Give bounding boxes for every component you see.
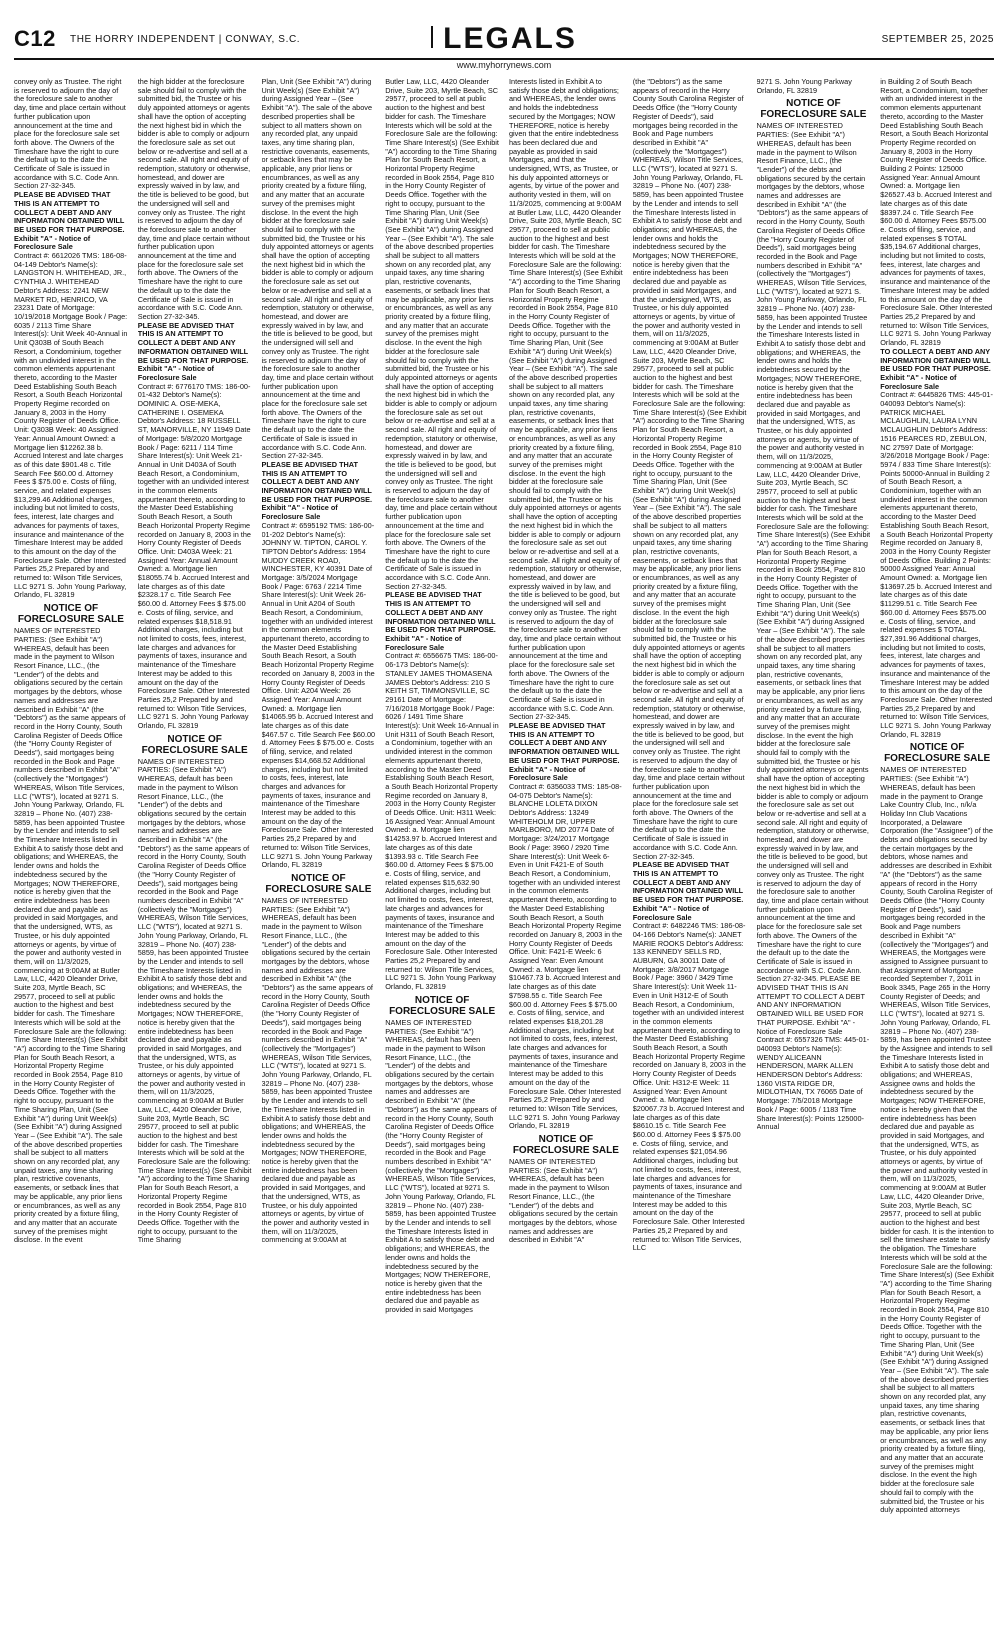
section-title-text: LEGALS [443,22,577,55]
exhibit-heading: Exhibit "A" - Notice of Foreclosure Sale [880,372,957,391]
debt-notice: PLEASE BE ADVISED THAT THIS IS AN ATTEMPT TO COLLECT A DEBT AND ANY INFORMATION OBTAINED WILL BE USED FOR THAT PURPOSE. [137,320,249,365]
issue-date: SEPTEMBER 25, 2025 [881,34,994,45]
notice-heading: NOTICE OF FORECLOSURE SALE [141,733,248,756]
column-5 [509,78,623,1618]
notice-body: NAMES OF INTERESTED PARTIES: (See Exhibit "A") WHEREAS, default has been made in the payment to Wilson Resort Finance, LLC., (the "Lender") of the debts and obligations secured by the certain mortgages by the debtors, whose names and addresses are described in Exhibit "A" (the "Debtors") as the same appears of record in the Horry County, South Carolina Register of Deeds Office (the "Horry County Register of Deeds"), said mortgages being recorded in the Book and Page numbers described in Exhibit "A" (collectively the "Mortgages") WHEREAS, Wilson Title Services, LLC ("WTS"), located at 9271 S. John Young Parkway, Orlando, FL 32819 – Phone No. (407) 238-5859, has been appointed Trustee by the Lender and intends to sell the Timeshare Interests listed in Exhibit A to satisfy those debt and obligations; and WHEREAS, the lender owns and holds the indebtedness secured by the Mortgages; NOW THEREFORE, notice is hereby given that the entire indebtedness has been declared due and payable as provided in said Mortgages, and that the undersigned, WTS, as Trustee, or his duly appointed attorneys or agents, by virtue of the power and authority vested in them, will on 11/3/2025, commencing at 9:00AM at [261,895,373,1245]
notice-heading: NOTICE OF FORECLOSURE SALE [17,603,124,626]
debt-notice: TO COLLECT A DEBT AND ANY INFORMATION OBTAINED WILL BE USED FOR THAT PURPOSE. [880,346,991,374]
column-text: convey only as Trustee. The right is reserved to adjourn the day of the foreclosure sale to another day, time and place certain without further publication upon announcement at the time and place for the foreclosure sale set forth above. The Owners of the Timeshare have the right to cure the default up to the date the Certificate of Sale is issued in accordance with S.C. Code Ann. Section 27-32-345. [14,78,126,191]
exhibit-heading: Exhibit "A" - Notice of Foreclosure Sale [137,364,214,382]
exhibit-details: Contract #: 6482246 TMS: 186-08-04-166 Debtor's Name(s): JANET MARIE ROOKS Debtor's Address: 133 KENNEDY SELLS RD, AUBURN, GA 30011 Date of Mortgage: 3/8/2017 Mortgage Book / Page: 3960 / 3429 Time Share Interest(s): Unit Week 11-Even in Unit H312-E of South Beach Resort, a Condominium, together with an undivided interest in the common elements appurtenant thereto, according to the Master Deed Establishing South Beach Resort, a South Beach Horizontal Property Regime recorded on January 8, 2003 in the Horry County Register of Deeds Office. Unit: H312-E Week: 11 Assigned Year: Even Amount Owned: a. Mortgage lien $20067.73 b. Accrued Interest and late charges as of this date $8610.15 c. Title Search Fee $60.00 d. Attorney Fees $ $75.00 e. Costs of filing, service, and related expenses $21,054.96 Additional charges, including but not limited to costs, fees, interest, late charges and advances for payments of taxes, insurance and maintenance of the Timeshare Interest may be added to this amount on the day of the Foreclosure Sale. Other Interested Parties 25,2 Prepared by and returned to: Wilson Title Services, LLC [632,921,746,1253]
exhibit-heading: Exhibit "A" - Notice of Foreclosure Sale [261,503,338,522]
column-text: in Building 2 of South Beach Resort, a Condominium, together with an undivided interest in the common elements appurtenant thereto, according to the Master Deed Establishing South Beach Resort, a South Beach Horizontal Property Regime recorded on January 8, 2003 in the Horry County Register of Deeds Office. Building 2 Points: 125000 Assigned Year: Annual Amount Owned: a. Mortgage lien $26527.43 b. Accrued Interest and late charges as of this date $8397.24 c. Title Search Fee $60.00 d. Attorney Fees $575.00 e. Costs of filing, service, and related expenses $ TOTAL $35,194.67 Additional charges, including but not limited to costs, fees, interest, late charges and advances for payments of taxes, insurance and maintenance of the Timeshare Interest may be added to this amount on the day of the Foreclosure Sale. Other Interested Parties 25,2 Prepared by and returned to: Wilson Title Services, LLC 9271 S. John Young Parkway Orlando, FL 32819 [880,78,993,348]
section-title [14,22,994,56]
notice-body: NAMES OF INTERESTED PARTIES: (See Exhibit "A") WHEREAS, default has been made in the payment to Orange Lake Country Club, Inc., n/k/a Holiday Inn Club Vacations Incorporated, a Delaware Corporation (the "Assignee") of the debts and obligations secured by the certain mortgages by the debtors, whose names and addresses are described in Exhibit "A" (the "Debtors") as the same appears of record in the Horry County, South Carolina Register of Deeds Office (the "Horry County Register of Deeds"), said mortgages being recorded in the Book and Page numbers described in Exhibit "A" (collectively the "Mortgages") and WHEREAS, the Mortgages were assigned to Assignee pursuant to that Assignment of Mortgage recorded September 7, 2011 in Book 3345, Page 265 in the Horry County Register of Deeds; and WHEREAS, Wilson Title Services, LLC ("WTS"), located at 9271 S. John Young Parkway, Orlando, FL 32819 – Phone No. (407) 238-5859, has been appointed Trustee by the Assignee and intends to sell the Timeshare Interests listed in Exhibit A to satisfy those debt and obligations; and WHEREAS, Assignee owns and holds the indebtedness secured by the Mortgages; NOW THEREFORE, notice is hereby given that the entire indebtedness has been declared due and payable as provided in said Mortgages, and that the undersigned, WTS, as Trustee, or his duly appointed attorneys or agents, by virtue of the power and authority vested in them, will on 11/3/2025, commencing at 9:00AM at Butler Law, LLC, 4420 Oleander Drive, Suite 203, Myrtle Beach, SC 29577, proceed to sell at public auction to the highest and best bidder for cash. It is the intention to sell the timeshare estate to satisfy the obligation. The Timeshare Interests which will be sold at the Foreclosure Sale are the following: Time Share Interest(s) (See Exhibit "A") according to the Time Sharing Plan for South Beach Resort, a Horizontal Property Regime recorded in Book 2554, Page 810 in the Horry County Register of Deeds Office. Together with the right to occupy, pursuant to the Time Sharing Plan, Unit (See Exhibit "A") during Unit Week(s) (See Exhibit "A") during Assigned Year – (See Exhibit "A"). The sale of the above described properties shall be subject to all matters shown on any recorded plat, any unpaid taxes, any time sharing plan, restrictive covenants, easements, or setback lines that may be applicable, any prior liens or encumbrances, as well as any priority created by a fixture filing, and any matter that an accurate survey of the premises might disclose. In the event the high bidder at the foreclosure sale should fail to comply with the submitted bid, the Trustee or his duly appointed attorneys [880,765,994,1515]
column-6 [633,78,747,1618]
exhibit-details: Contract #: 6776170 TMS: 186-00-01-432 Debtor's Name(s): DOMINIC A. OSE-MEKA, CATHERINE I. OSEMEKA Debtor's Address: 18 RUSSELL ST, MANORVILLE, NY 11949 Date of Mortgage: 5/8/2020 Mortgage Book / Page: 6211 / 114 Time Share Interest(s): Unit Week 21-Annual in Unit D403A of South Beach Resort, a Condominium, together with an undivided interest in the common elements appurtenant thereto, according to the Master Deed Establishing South Beach Resort, a South Beach Horizontal Property Regime recorded on January 8, 2003 in the Horry County Register of Deeds Office. Unit: D403A Week: 21 Assigned Year: Annual Amount Owned: a. Mortgage lien $18055.74 b. Accrued Interest and late charges as of this date $2328.17 c. Title Search Fee $60.00 d. Attorney Fees $ $75.00 e. Costs of filing, service, and related expenses $18,518.91 Additional charges, including but not limited to costs, fees, interest, late charges and advances for payments of taxes, insurance and maintenance of the Timeshare Interest may be added to this amount on the day of the Foreclosure Sale. Other Interested Parties 25,2 Prepared by and returned to: Wilson Title Services, LLC 9271 S. John Young Parkway Orlando, FL 32819 [137,381,251,731]
website-url[interactable]: www.myhorrynews.com [456,60,552,70]
exhibit-details: Contract #: 6595192 TMS: 186-00-01-202 Debtor's Name(s): JOHNNY W. TIPTON, CAROL Y. TIPTON Debtor's Address: 1954 MUDDY CREEK ROAD, WINCHESTER, KY 40391 Date of Mortgage: 3/5/2024 Mortgage Book / Page: 6763 / 2214 Time Share Interest(s): Unit Week 26-Annual in Unit A204 of South Beach Resort, a Condominium, together with an undivided interest in the common elements appurtenant thereto, according to the Master Deed Establishing South Beach Resort, a South Beach Horizontal Property Regime recorded on January 8, 2003 in the Horry County Register of Deeds Office. Unit: A204 Week: 26 Assigned Year: Annual Amount Owned: a. Mortgage lien $14065.95 b. Accrued Interest and late charges as of this date $467.57 c. Title Search Fee $60.00 d. Attorney Fees $ $75.00 e. Costs of filing, service, and related expenses $14,668.52 Additional charges, including but not limited to costs, fees, interest, late charges and advances for payments of taxes, insurance and maintenance of the Timeshare Interest may be added to this amount on the day of the Foreclosure Sale. Other Interested Parties 25,2 Prepared by and returned to: Wilson Title Services, LLC 9271 S. John Young Parkway Orlando, FL 32819 [261,520,376,870]
masthead [14,22,994,60]
column-text: Interests listed in Exhibit A to satisfy those debt and obligations; and WHEREAS, the lender owns and holds the indebtedness secured by the Mortgages; NOW THEREFORE, notice is hereby given that the entire indebtedness has been declared due and payable as provided in said Mortgages, and that the undersigned, WTS, as Trustee, or his duly appointed attorneys or agents, by virtue of the power and authority vested in them, will on 11/3/2025, commencing at 9:00AM at Butler Law, LLC, 4420 Oleander Drive, Suite 203, Myrtle Beach, SC 29577, proceed to sell at public auction to the highest and best bidder for cash. The Timeshare Interests which will be sold at the Foreclosure Sale are the following: Time Share Interest(s) (See Exhibit "A") according to the Time Sharing Plan for South Beach Resort, a Horizontal Property Regime recorded in Book 2554, Page 810 in the Horry County Register of Deeds Office. Together with the right to occupy, pursuant to the Time Sharing Plan, Unit (See Exhibit "A") during Unit Week(s) (See Exhibit "A") during Assigned Year – (See Exhibit "A"). The sale of the above described properties shall be subject to all matters shown on any recorded plat, any unpaid taxes, any time sharing plan, restrictive covenants, easements, or setback lines that may be applicable, any prior liens or encumbrances, as well as any priority created by a fixture filing, and any matter that an accurate survey of the premises might disclose. In the event the high bidder at the foreclosure sale should fail to comply with the submitted bid, the Trustee or his duly appointed attorneys or agents shall have the option of accepting the next highest bid in which the bidder is able to comply or adjourn the foreclosure sale as set out below or re-advertise and sell at a second sale. All right and equity of redemption, statutory or otherwise, homestead, and dower are expressly waived in by law, and the title is believed to be good, but the undersigned will sell and convey only as Trustee. The right is reserved to adjourn the day of the foreclosure sale to another day, time and place certain without further publication upon announcement at the time and place for the foreclosure sale set forth above. The Owners of the Timeshare have the right to cure the default up to the date the Certificate of Sale is issued in accordance with S.C. Code Ann. Section 27-32-345. [509,78,623,722]
notice-heading: NOTICE OF FORECLOSURE SALE [884,742,991,765]
debt-notice: PLEASE BE ADVISED THAT THIS IS AN ATTEMPT TO COLLECT A DEBT AND ANY INFORMATION OBTAINED WILL BE USED FOR THAT PURPOSE. [14,190,125,234]
exhibit-heading: Exhibit "A" - Notice of Foreclosure Sale [14,233,91,252]
column-text: the high bidder at the foreclosure sale should fail to comply with the submitted bid, the Trustee or his duly appointed attorneys or agents shall have the option of accepting the next highest bid in which the bidder is able to comply or adjourn the foreclosure sale as set out below or re-advertise and sell at a second sale. All right and equity of redemption, statutory or otherwise, homestead, and dower are expressly waived in by law, and the title is believed to be good, but the undersigned will sell and convey only as Trustee. The right is reserved to adjourn the day of the foreclosure sale to another day, time and place certain without further publication upon announcement at the time and place for the foreclosure sale set forth above. The Owners of the Timeshare have the right to cure the default up to the date the Certificate of Sale is issued in accordance with S.C. Code Ann. Section 27-32-345. [137,78,251,321]
paper-name: THE HORRY INDEPENDENT | CONWAY, S.C. [70,34,301,45]
notice-heading: NOTICE OF FORECLOSURE SALE [512,1134,619,1157]
notice-body: NAMES OF INTERESTED PARTIES: (See Exhibit "A") WHEREAS, default has been made in the payment to Wilson Resort Finance, LLC., (the "Lender") of the debts and obligations secured by the certain mortgages by the debtors, whose names and addresses are described in Exhibit "A" (the "Debtors") as the same appears of record in the Horry County, South Carolina Register of Deeds Office (the "Horry County Register of Deeds"), said mortgages being recorded in the Book and Page numbers described in Exhibit "A" (collectively the "Mortgages") WHEREAS, Wilson Title Services, LLC ("WTS"), located at 9271 S. John Young Parkway, Orlando, FL 32819 – Phone No. (407) 238-5859, has been appointed Trustee by the Lender and intends to sell the Timeshare Interests listed in Exhibit A to satisfy those debt and obligations; and WHEREAS, the lender owns and holds the indebtedness secured by the Mortgages; NOW THEREFORE, notice is hereby given that the entire indebtedness has been declared due and payable as provided in said Mortgages, and that the undersigned, WTS, as Trustee, or his duly appointed attorneys or agents, by virtue of the power and authority vested in them, will on 11/3/2025, commencing at 9:00AM at Butler Law, LLC, 4420 Oleander Drive, Suite 203, Myrtle Beach, SC 29577, proceed to sell at public auction to the highest and best bidder for cash. The Timeshare Interests which will be sold at the Foreclosure Sale are the following: Time Share Interest(s) (See Exhibit "A") according to the Time Sharing Plan for South Beach Resort, a Horizontal Property Regime recorded in Book 2554, Page 810 in the Horry County Register of Deeds Office. Together with the right to occupy, pursuant to the Time Sharing [137,756,252,1245]
notice-body: NAMES OF INTERESTED PARTIES: (See Exhibit "A") WHEREAS, default has been made in the payment to Wilson Resort Finance, LLC., (the "Lender") of the debts and obligations secured by the certain mortgages by the debtors, whose names and addresses are described in Exhibit "A" [509,1157,618,1245]
notice-heading: NOTICE OF FORECLOSURE SALE [389,994,496,1017]
column-text: (the "Debtors") as the same appears of record in the Horry County South Carolina Register of Deeds Office (the "Horry County Register of Deeds"), said mortgages being recorded in the Book and Page numbers described in Exhibit "A" (collectively the "Mortgages") WHEREAS, Wilson Title Services, LLC ("WTS"), located at 9271 S. John Young Parkway, Orlando, FL 32819 – Phone No. (407) 238-5859, has been appointed Trustee by the Lender and intends to sell the Timeshare Interests listed in Exhibit A to satisfy those debt and obligations; and WHEREAS, the lender owns and holds the indebtedness secured by the Mortgages; NOW THEREFORE, notice is hereby given that the entire indebtedness has been declared due and payable as provided in said Mortgages, and that the undersigned, WTS, as Trustee, or his duly appointed attorneys or agents, by virtue of the power and authority vested in them, will on 11/3/2025, commencing at 9:00AM at Butler Law, LLC, 4420 Oleander Drive, Suite 203, Myrtle Beach, SC 29577, proceed to sell at public auction to the highest and best bidder for cash. The Timeshare Interests which will be sold at the Foreclosure Sale are the following: Time Share Interest(s) (See Exhibit "A") according to the Time Sharing Plan for South Beach Resort, a Horizontal Property Regime recorded in Book 2554, Page 810 in the Horry County Register of Deeds Office. Together with the right to occupy, pursuant to the Time Sharing Plan, Unit (See Exhibit "A") during Unit Week(s) (See Exhibit "A") during Assigned Year – (See Exhibit "A"). The sale of the above described properties shall be subject to all matters shown on any recorded plat, any unpaid taxes, any time sharing plan, restrictive covenants, easements, or setback lines that may be applicable, any prior liens or encumbrances, as well as any priority created by a fixture filing, and any matter that an accurate survey of the premises might disclose. In the event the high bidder at the foreclosure sale should fail to comply with the submitted bid, the Trustee or his duly appointed attorneys or agents shall have the option of accepting the next highest bid in which the bidder is able to comply or adjourn the foreclosure sale as set out below or re-advertise and sell at a second sale. All right and equity of redemption, statutory or otherwise, homestead, and dower are expressly waived in by law, and the title is believed to be good, but the undersigned will sell and convey only as Trustee. The right is reserved to adjourn the day of the foreclosure sale to another day, time and place certain without further publication upon announcement at the time and place for the foreclosure sale set forth above. The Owners of the Timeshare have the right to cure the default up to the date the Certificate of Sale is issued in accordance with S.C. Code Ann. Section 27-32-345. [632,78,747,861]
column-8 [880,78,994,1618]
column-text: Plan, Unit (See Exhibit "A") during Unit Week(s) (See Exhibit "A") during Assigned Year – (See Exhibit "A"). The sale of the above described properties shall be subject to all matters shown on any recorded plat, any unpaid taxes, any time sharing plan, restrictive covenants, easements, or setback lines that may be applicable, any prior liens or encumbrances, as well as any priority created by a fixture filing, and any matter that an accurate survey of the premises might disclose. In the event the high bidder at the foreclosure sale should fail to comply with the submitted bid, the Trustee or his duly appointed attorneys or agents shall have the option of accepting the next highest bid in which the bidder is able to comply or adjourn the foreclosure sale as set out below or re-advertise and sell at a second sale. All right and equity of redemption, statutory or otherwise, homestead, and dower are expressly waived in by law, and the title is believed to be good, but the undersigned will sell and convey only as Trustee. The right is reserved to adjourn the day of the foreclosure sale to another day, time and place certain without further publication upon announcement at the time and place for the foreclosure sale set forth above. The Owners of the Timeshare have the right to cure the default up to the date the Certificate of Sale is issued in accordance with S.C. Code Ann. Section 27-32-345. [261,78,374,461]
column-1 [14,78,128,1618]
column-text: 9271 S. John Young Parkway Orlando, FL 32819 [756,78,852,95]
column-text: Butler Law, LLC, 4420 Oleander Drive, Suite 203, Myrtle Beach, SC 29577, proceed to sell at public auction to the highest and best bidder for cash. The Timeshare Interests which will be sold at the Foreclosure Sale are the following: Time Share Interest(s) (See Exhibit "A") according to the Time Sharing Plan for South Beach Resort, a Horizontal Property Regime recorded in Book 2554, Page 810 in the Horry County Register of Deeds Office. Together with the right to occupy, pursuant to the Time Sharing Plan, Unit (See Exhibit "A") during Unit Week(s) (See Exhibit "A") during Assigned Year – (See Exhibit "A"). The sale of the above described properties shall be subject to all matters shown on any recorded plat, any unpaid taxes, any time sharing plan, restrictive covenants, easements, or setback lines that may be applicable, any prior liens or encumbrances, as well as any priority created by a fixture filing, and any matter that an accurate survey of the premises might disclose. In the event the high bidder at the foreclosure sale should fail to comply with the submitted bid, the Trustee or his duly appointed attorneys or agents shall have the option of accepting the next highest bid in which the bidder is able to comply or adjourn the foreclosure sale as set out below or re-advertise and sell at a second sale. All right and equity of redemption, statutory or otherwise, homestead, and dower are expressly waived in by law, and the title is believed to be good, but the undersigned will sell and convey only as Trustee. The right is reserved to adjourn the day of the foreclosure sale to another day, time and place certain without further publication upon announcement at the time and place for the foreclosure sale set forth above. The Owners of the Timeshare have the right to cure the default up to the date the Certificate of Sale is issued in accordance with S.C. Code Ann. Section 27-32-345. [385,78,499,591]
exhibit-details: Contract #: 6445826 TMS: 445-01-040093 Debtor's Name(s): PATRICK MICHAEL MCLAUGHLIN, LAURA LYNN MCLAUGHLIN Debtor's Address: 1516 PEARCES RD, ZEBULON, NC 27597 Date of Mortgage: 3/26/2018 Mortgage Book / Page: 5974 / 833 Time Share Interest(s): Points 50000-Annual in Building 2 of South Beach Resort, a Condominium, together with an undivided interest in the common elements appurtenant thereto, according to the Master Deed Establishing South Beach Resort, a South Beach Horizontal Property Regime recorded on January 8, 2003 in the Horry County Register of Deeds Office. Building 2 Points: 50000 Assigned Year: Annual Amount Owned: a. Mortgage lien $13697.25 b. Accrued Interest and late charges as of this date $11299.51 c. Title Search Fee $60.00 d. Attorney Fees $575.00 e. Costs of filing, service, and related expenses $ TOTAL $27,391.96 Additional charges, including but not limited to costs, fees, interest, late charges and advances for payments of taxes, insurance and maintenance of the Timeshare Interest may be added to this amount on the day of the Foreclosure Sale. Other Interested Parties 25,2 Prepared by and returned to: Wilson Title Services, LLC 9271 S. John Young Parkway Orlando, FL 32819 [880,390,993,739]
notice-heading: NOTICE OF FORECLOSURE SALE [760,98,867,121]
exhibit-heading: Exhibit "A" - Notice of Foreclosure Sale [632,903,709,922]
notice-body: NAMES OF INTERESTED PARTIES: (See Exhibit "A") WHEREAS, default has been made in the payment to Wilson Resort Finance, LLC., (the "Lender") of the debts and obligations secured by the certain mortgages by the debtors, whose names and addresses are described in Exhibit "A" (the "Debtors") as the same appears of record in the Horry County, South Carolina Register of Deeds Office (the "Horry County Register of Deeds"), said mortgages being recorded in the Book and Page numbers described in Exhibit "A" (collectively the "Mortgages") WHEREAS, Wilson Title Services, LLC ("WTS"), located at 9271 S. John Young Parkway, Orlando, FL 32819 – Phone No. (407) 238-5859, has been appointed Trustee by the Lender and intends to sell the Timeshare Interests listed in Exhibit A to satisfy those debt and obligations; and WHEREAS, the lender owns and holds the indebtedness secured by the Mortgages; NOW THEREFORE, notice is hereby given that the entire indebtedness has been declared due and payable as provided in said Mortgages [385,1017,497,1315]
debt-notice: PLEASE BE ADVISED THAT THIS IS AN ATTEMPT TO COLLECT A DEBT AND ANY INFORMATION OBTAINED WILL BE USED FOR THAT PURPOSE. [509,721,620,765]
page-number: C12 [14,26,56,51]
column-3 [262,78,376,1618]
column-4 [385,78,499,1618]
debt-notice: PLEASE BE ADVISED THAT THIS IS AN ATTEMPT TO COLLECT A DEBT AND ANY INFORMATION OBTAINED WILL BE USED FOR THAT PURPOSE. [261,459,373,504]
exhibit-heading: Exhibit "A" - Notice of Foreclosure Sale [385,634,462,652]
debt-notice: PLEASE BE ADVISED THAT THIS IS AN ATTEMPT TO COLLECT A DEBT AND ANY INFORMATION OBTAINED WILL BE USED FOR THAT PURPOSE. [385,590,496,635]
section-divider-bar [431,26,433,48]
column-7 [757,78,871,1618]
exhibit-details: Contract #: 6556675 TMS: 186-00-06-173 Debtor's Name(s): STANLEY JAMES THOMASENA JAMES Debtor's Address: 210 S KEITH ST, TIMMONSVILLE, SC 29161 Date of Mortgage: 7/16/2018 Mortgage Book / Page: 6026 / 1491 Time Share Interest(s): Unit Week 16-Annual in Unit H311 of South Beach Resort, a Condominium, together with an undivided interest in the common elements appurtenant thereto, according to the Master Deed Establishing South Beach Resort, a South Beach Horizontal Property Regime recorded on January 8, 2003 in the Horry County Register of Deeds Office. Unit: H311 Week: 16 Assigned Year: Annual Amount Owned: a. Mortgage lien $14253.97 b. Accrued Interest and late charges as of this date $1393.93 c. Title Search Fee $60.00 d. Attorney Fees $ $75.00 e. Costs of filing, service, and related expenses $15,632.90 Additional charges, including but not limited to costs, fees, interest, late charges and advances for payments of taxes, insurance and maintenance of the Timeshare Interest may be added to this amount on the day of the Foreclosure Sale. Other Interested Parties 25,2 Prepared by and returned to: Wilson Title Services, LLC 9271 S. John Young Parkway Orlando, FL 32819 [385,651,499,992]
exhibit-details: Contract #: 6612026 TMS: 186-08-04-149 Debtor's Name(s): LANGSTON H. WHITEHEAD, JR., CYNTHIA J. WHITEHEAD Debtor's Address: 2241 NEW MARKET RD, HENRICO, VA 23231 Date of Mortgage: 10/19/2018 Mortgage Book / Page: 6035 / 2113 Time Share Interest(s): Unit Week 40-Annual in Unit Q303B of South Beach Resort, a Condominium, together with an undivided interest in the common elements appurtenant thereto, according to the Master Deed Establishing South Beach Resort, a South Beach Horizontal Property Regime recorded on January 8, 2003 in the Horry County Register of Deeds Office. Unit: Q303B Week: 40 Assigned Year: Annual Amount Owned: a Mortgage lien $12262.38 b. Accrued Interest and late charges as of this date $901.48 c. Title Search Fee $60.00 d. Attorney Fees $ $75.00 e. Costs of filing, service, and related expenses $13,299.46 Additional charges, including but not limited to costs, fees, interest, late charges and advances for payments of taxes, insurance and maintenance of the Timeshare Interest may be added to this amount on the day of the Foreclosure Sale. Other Interested Parties 25,2 Prepared by and returned to: Wilson Title Services, LLC 9271 S. John Young Parkway, Orlando, FL 32819 [14,251,128,600]
debt-notice: PLEASE BE ADVISED THAT THIS IS AN ATTEMPT TO COLLECT A DEBT AND ANY INFORMATION OBTAINED WILL BE USED FOR THAT PURPOSE. [632,860,744,905]
notice-heading: NOTICE OF FORECLOSURE SALE [265,872,372,895]
column-2 [138,78,252,1618]
exhibit-details: Contract #: 6356033 TMS: 185-08-04-075 Debtor's Name(s): BLANCHE LOLETA DIXON Debtor's Address: 13249 WHITEHOLM DR, UPPER MARLBORO, MD 20774 Date of Mortgage: 3/24/2017 Mortgage Book / Page: 3960 / 2920 Time Share Interest(s): Unit Week 6-Even in Unit F421-E of South Beach Resort, a Condominium, together with an undivided interest in the common elements appurtenant thereto, according to the Master Deed Establishing South Beach Resort, a South Beach Horizontal Property Regime recorded on January 8, 2003 in the Horry County Register of Deeds Office. Unit: F421-E Week: 6 Assigned Year: Even Amount Owned: a. Mortgage lien $10467.73 b. Accrued Interest and late charges as of this date $7598.55 c. Title Search Fee $60.00 d. Attorney Fees $ $75.00 e. Costs of filing, service, and related expenses $18,201.28 Additional charges, including but not limited to costs, fees, interest, late charges and advances for payments of taxes, insurance and maintenance of the Timeshare Interest may be added to this amount on the day of the Foreclosure Sale. Other Interested Parties 25,2 Prepared by and returned to: Wilson Title Services, LLC 9271 S. John Young Parkway Orlando, FL 32819 [509,781,623,1131]
notice-body: NAMES OF INTERESTED PARTIES: (See Exhibit "A") WHEREAS, default has been made in the payment to Wilson Resort Finance, LLC., (the "Lender") of the debts and obligations secured by the certain mortgages by the debtors, whose names and addresses are described in Exhibit "A" (the "Debtors") as the same appears of record in the Horry County, South Carolina Register of Deeds Office (the "Horry County Register of Deeds"), said mortgages being recorded in the Book and Page numbers described in Exhibit "A" (collectively the "Mortgages") WHEREAS, Wilson Title Services, LLC ("WTS"), located at 9271 S. John Young Parkway, Orlando, FL 32819 – Phone No. (407) 238-5859, has been appointed Trustee by the Lender and intends to sell the Timeshare Interests listed in Exhibit A to satisfy those debt and obligations; and WHEREAS, the lender owns and holds the indebtedness secured by the Mortgages; NOW THEREFORE, notice is hereby given that the entire indebtedness has been declared due and payable as provided in said Mortgages, and that the undersigned, WTS, as Trustee, or his duly appointed attorneys or agents, by virtue of the power and authority vested in them, will on 11/3/2025, commencing at 9:00AM at Butler Law, LLC, 4420 Oleander Drive, Suite 203, Myrtle Beach, SC 29577, proceed to sell at public auction to the highest and best bidder for cash. The Timeshare Interests which will be sold at the Foreclosure Sale are the following: Time Share Interest(s) (See Exhibit "A") according to the Time Sharing Plan for South Beach Resort, a Horizontal Property Regime recorded in Book 2554, Page 810 in the Horry County Register of Deeds Office. Together with the right to occupy, pursuant to the Time Sharing Plan, Unit (See Exhibit "A") during Unit Week(s) (See Exhibit "A") during Assigned Year – (See Exhibit "A"). The sale of the above described properties shall be subject to all matters shown on any recorded plat, any unpaid taxes, any time sharing plan, restrictive covenants, easements, or setback lines that may be applicable, any prior liens or encumbrances, as well as any priority created by a fixture filing, and any matter that an accurate survey of the premises might disclose. In the event [14,626,128,1245]
exhibit-heading: Exhibit "A" - Notice of Foreclosure Sale [509,764,586,783]
notice-body: NAMES OF INTERESTED PARTIES: (See Exhibit "A") WHEREAS, default has been made in the payment to Wilson Resort Finance, LLC., (the "Lender") of the debts and obligations secured by the certain mortgages by the debtors, whose names and addresses are described in Exhibit "A" (the "Debtors") as the same appears of record in the Horry County, South Carolina Register of Deeds Office (the "Horry County Register of Deeds"), said mortgages being recorded in the Book and Page numbers described in Exhibit "A" (collectively the "Mortgages") WHEREAS, Wilson Title Services, LLC ("WTS"), located at 9271 S. John Young Parkway, Orlando, FL 32819 – Phone No. (407) 238-5859, has been appointed Trustee by the Lender and intends to sell the Timeshare Interests listed in Exhibit A to satisfy those debt and obligations; and WHEREAS, the lender owns and holds the indebtedness secured by the Mortgages; NOW THEREFORE, notice is hereby given that the entire indebtedness has been declared due and payable as provided in said Mortgages, and that the undersigned, WTS, as Trustee, or his duly appointed attorneys or agents, by virtue of the power and authority vested in them, will on 11/3/2025, commencing at 9:00AM at Butler Law, LLC, 4420 Oleander Drive, Suite 203, Myrtle Beach, SC 29577, proceed to sell at public auction to the highest and best bidder for cash. The Timeshare Interests which will be sold at the Foreclosure Sale are the following: Time Share Interest(s) (See Exhibit "A") according to the Time Sharing Plan for South Beach Resort, a Horizontal Property Regime recorded in Book 2554, Page 810 in the Horry County Register of Deeds Office. Together with the right to occupy, pursuant to the Time Sharing Plan, Unit (See Exhibit "A") during Unit Week(s) (See Exhibit "A") during Assigned Year – (See Exhibit "A"). The sale of the above described properties shall be subject to all matters shown on any recorded plat, any unpaid taxes, any time sharing plan, restrictive covenants, easements, or setback lines that may be applicable, any prior liens or encumbrances, as well as any priority created by a fixture filing, and any matter that an accurate survey of the premises might disclose. In the event the high bidder at the foreclosure sale should fail to comply with the submitted bid, the Trustee or his duly appointed attorneys or agents shall have the option of accepting the next highest bid in which the bidder is able to comply or adjourn the foreclosure sale as set out below or re-advertise and sell at a second sale. All right and equity of redemption, statutory or otherwise, homestead, and dower are expressly waived in by law, and the title is believed to be good, but the undersigned will sell and convey only as Trustee. The right is reserved to adjourn the day of the foreclosure sale to another day, time and place certain without further publication upon announcement at the time and place for the foreclosure sale set forth above. The Owners of the Timeshare have the right to cure the default up to the date the Certificate of Sale is issued in accordance with S.C. Code Ann. Section 27-32-345. PLEASE BE ADVISED THAT THIS IS AN ATTEMPT TO COLLECT A DEBT AND ANY INFORMATION OBTAINED WILL BE USED FOR THAT PURPOSE. Exhibit "A" - Notice of Foreclosure Sale Contract #: 6557326 TMS: 445-01-040093 Debtor's Name(s): WENDY ALICEANN HENDERSON, MARK ALLEN HENDERSON Debtor's Address: 1360 VISTA RIDGE DR, MIDLOTHIAN, TX 76065 Date of Mortgage: 7/5/2018 Mortgage Book / Page: 6005 / 1183 Time Share Interest(s): Points 125000-Annual [756,121,871,1132]
legal-columns [14,78,994,1618]
